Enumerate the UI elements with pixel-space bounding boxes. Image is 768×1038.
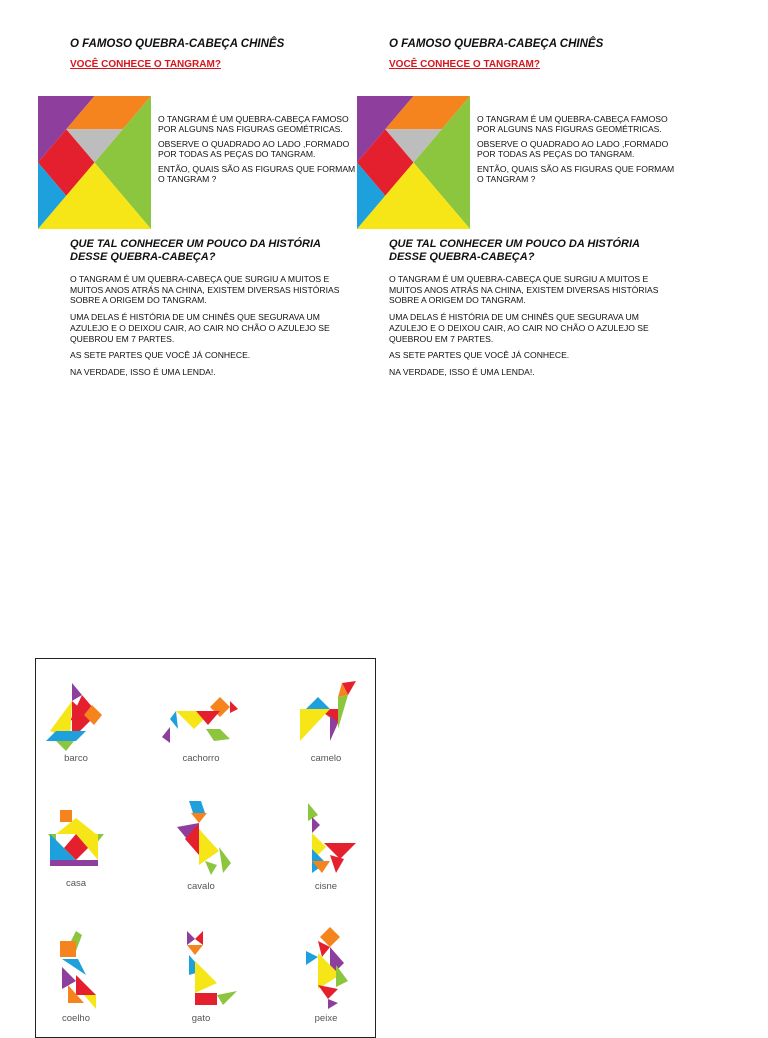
figure-coelho bbox=[35, 931, 126, 1024]
rabbit-figure-icon bbox=[36, 931, 116, 1011]
dog-figure-icon bbox=[156, 679, 246, 751]
figure-barco bbox=[35, 679, 126, 764]
page-title: O FAMOSO QUEBRA-CABEÇA CHINÊS bbox=[70, 38, 285, 50]
figure-label: gato bbox=[191, 1013, 211, 1024]
swan-figure-icon bbox=[286, 799, 366, 879]
figure-cisne bbox=[276, 799, 376, 892]
page-title: O FAMOSO QUEBRA-CABEÇA CHINÊS bbox=[389, 38, 604, 50]
intro-paragraph-3: ENTÃO, QUAIS SÃO AS FIGURAS QUE FORMAM O TANGRAM ? bbox=[158, 164, 356, 184]
history-text bbox=[389, 274, 679, 384]
tangram-figures-panel bbox=[35, 658, 376, 1038]
figure-cachorro bbox=[151, 679, 251, 764]
history-heading: QUE TAL CONHECER UM POUCO DA HISTÓRIA DESSE QUEBRA-CABEÇA? bbox=[70, 238, 321, 263]
intro-paragraph-2: OBSERVE O QUADRADO AO LADO ,FORMADO POR TODAS AS PEÇAS DO TANGRAM. bbox=[477, 139, 669, 159]
house-figure-icon bbox=[36, 804, 116, 876]
figure-gato bbox=[151, 931, 251, 1024]
figure-label: peixe bbox=[314, 1013, 338, 1024]
figure-label: cisne bbox=[314, 881, 338, 892]
tangram-square-image bbox=[357, 96, 470, 229]
figure-label: barco bbox=[64, 753, 88, 764]
history-heading: QUE TAL CONHECER UM POUCO DA HISTÓRIA DESSE QUEBRA-CABEÇA? bbox=[389, 238, 640, 263]
history-paragraph-1: O TANGRAM É UM QUEBRA-CABEÇA QUE SURGIU A MUITOS E MUITOS ANOS ATRÁS NA CHINA, EXISTEM DIVERSAS HISTÓRIAS SOBRE A ORIGEM DO TANGRAM. bbox=[389, 274, 659, 306]
history-paragraph-2: UMA DELAS É HISTÓRIA DE UM CHINÊS QUE SEGURAVA UM AZULEJO E O DEIXOU CAIR, AO CAIR NO CHÃO O AZULEJO SE QUEBROU EM 7 PARTES. bbox=[389, 312, 649, 344]
history-paragraph-1: O TANGRAM É UM QUEBRA-CABEÇA QUE SURGIU A MUITOS E MUITOS ANOS ATRÁS NA CHINA, EXISTEM DIVERSAS HISTÓRIAS SOBRE A ORIGEM DO TANGRAM. bbox=[70, 274, 340, 306]
cat-figure-icon bbox=[161, 931, 241, 1011]
figure-label: cachorro bbox=[182, 753, 220, 764]
history-text bbox=[70, 274, 360, 384]
page-subtitle: VOCÊ CONHECE O TANGRAM? bbox=[70, 59, 221, 70]
camel-figure-icon bbox=[286, 679, 366, 751]
history-paragraph-4: NA VERDADE, ISSO É UMA LENDA!. bbox=[70, 366, 216, 377]
history-paragraph-3: AS SETE PARTES QUE VOCÊ JÁ CONHECE. bbox=[389, 350, 570, 361]
horse-figure-icon bbox=[161, 799, 241, 879]
intro-paragraph-1: O TANGRAM É UM QUEBRA-CABEÇA FAMOSO POR ALGUNS NAS FIGURAS GEOMÉTRICAS. bbox=[158, 114, 349, 134]
figure-camelo bbox=[276, 679, 376, 764]
intro-paragraph-1: O TANGRAM É UM QUEBRA-CABEÇA FAMOSO POR ALGUNS NAS FIGURAS GEOMÉTRICAS. bbox=[477, 114, 668, 134]
fish-figure-icon bbox=[286, 927, 366, 1011]
tangram-square-image bbox=[38, 96, 151, 229]
figure-casa bbox=[35, 804, 126, 889]
figure-peixe bbox=[276, 927, 376, 1024]
history-paragraph-3: AS SETE PARTES QUE VOCÊ JÁ CONHECE. bbox=[70, 350, 251, 361]
intro-text bbox=[477, 114, 677, 189]
history-paragraph-4: NA VERDADE, ISSO É UMA LENDA!. bbox=[389, 366, 535, 377]
history-paragraph-2: UMA DELAS É HISTÓRIA DE UM CHINÊS QUE SEGURAVA UM AZULEJO E O DEIXOU CAIR, AO CAIR NO CHÃO O AZULEJO SE QUEBROU EM 7 PARTES. bbox=[70, 312, 330, 344]
intro-paragraph-3: ENTÃO, QUAIS SÃO AS FIGURAS QUE FORMAM O TANGRAM ? bbox=[477, 164, 675, 184]
boat-figure-icon bbox=[36, 679, 116, 751]
intro-paragraph-2: OBSERVE O QUADRADO AO LADO ,FORMADO POR TODAS AS PEÇAS DO TANGRAM. bbox=[158, 139, 350, 159]
figure-label: camelo bbox=[310, 753, 342, 764]
figure-label: casa bbox=[65, 878, 87, 889]
figure-cavalo bbox=[151, 799, 251, 892]
intro-text bbox=[158, 114, 358, 189]
figure-label: cavalo bbox=[187, 881, 215, 892]
figure-label: coelho bbox=[62, 1013, 90, 1024]
page-subtitle: VOCÊ CONHECE O TANGRAM? bbox=[389, 59, 540, 70]
